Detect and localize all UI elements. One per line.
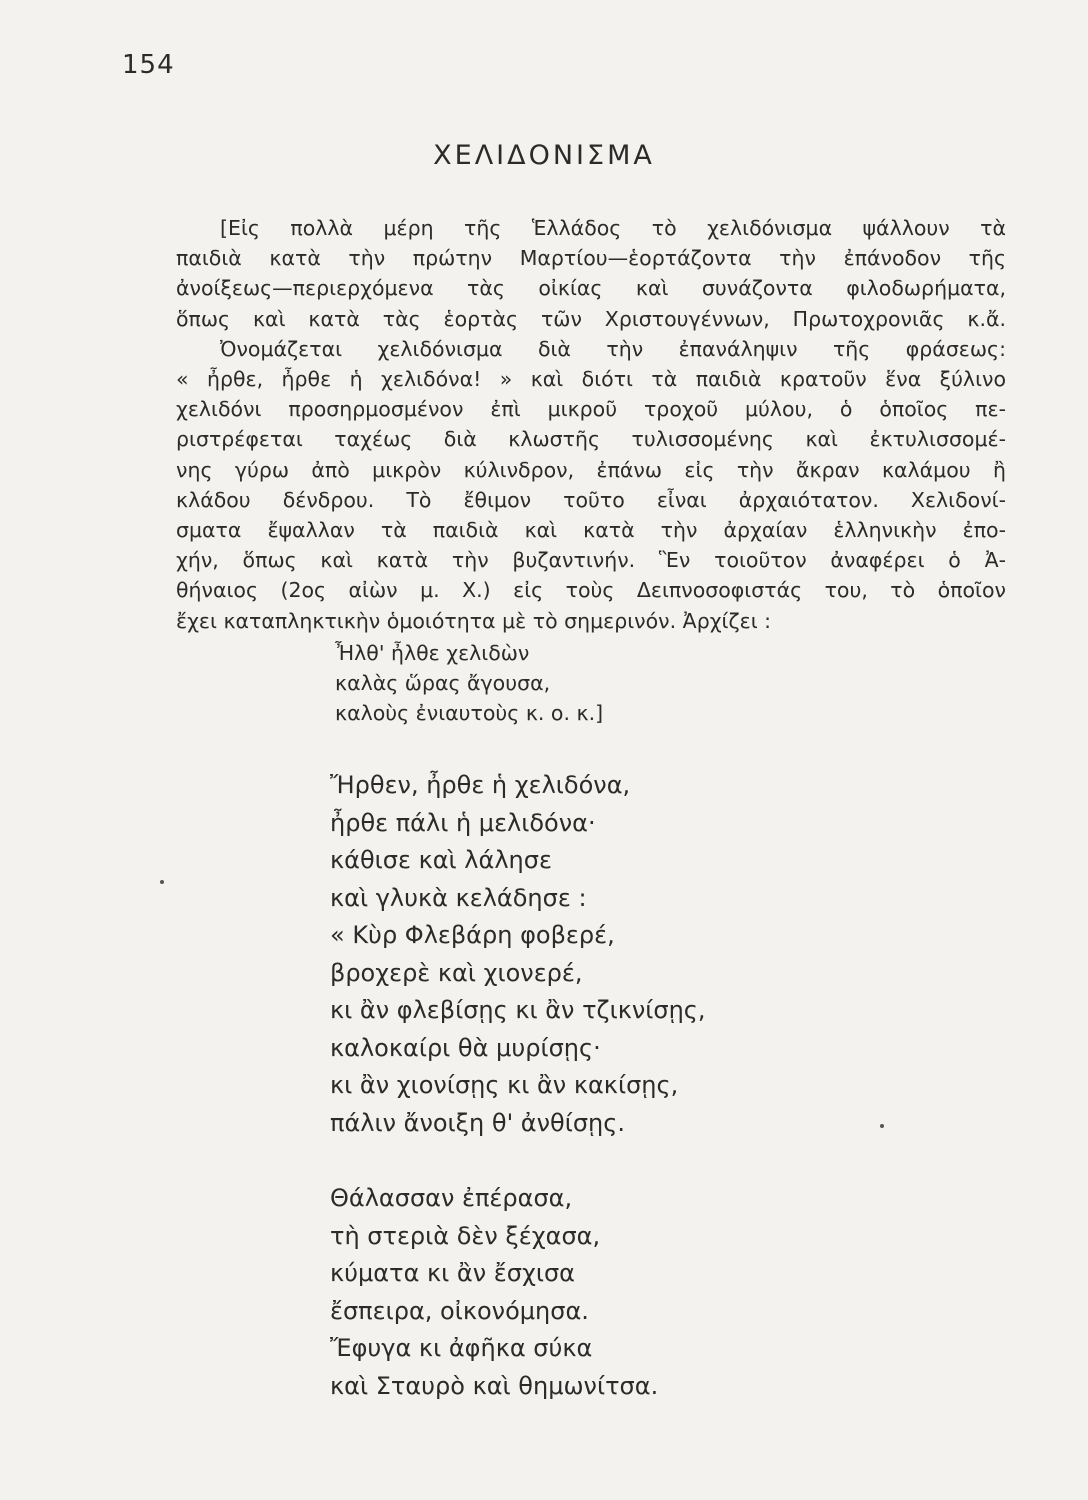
poem-line: τὴ στεριὰ δὲν ξέχασα, <box>330 1221 601 1250</box>
ancient-quote <box>335 638 603 729</box>
poem-line: κύματα κι ἂν ἔσχισα <box>330 1259 575 1287</box>
intro-line: χελιδόνι προσηρμοσμένον ἐπὶ μικροῦ τροχοῦ μύλου, ὁ ὁποῖος πε- <box>176 397 1006 422</box>
poem-line: ἔσπειρα, οἰκονόμησα. <box>330 1296 589 1325</box>
poem-line: κι ἂν φλεβίσῃς κι ἂν τζικνίσῃς, <box>330 996 706 1024</box>
intro-line: θήναιος (2ος αἰὼν μ. Χ.) εἰς τοὺς Δειπνοσοφιστάς του, τὸ ὁποῖον <box>176 578 1006 603</box>
intro-line: ἔχει καταπληκτικὴν ὁμοιότητα μὲ τὸ σημερινόν. Ἀρχίζει : <box>176 608 772 633</box>
poem-stanza-1 <box>330 767 706 1142</box>
quote-line: καλοὺς ἐνιαυτοὺς κ. ο. κ.] <box>335 701 604 726</box>
poem-line: κι ἂν χιονίσῃς κι ἂν κακίσῃς, <box>330 1071 679 1099</box>
intro-line: « ἦρθε, ἦρθε ἡ χελιδόνα! » καὶ διότι τὰ παιδιὰ κρατοῦν ἕνα ξύλινο <box>176 367 1006 392</box>
poem-line: ἦρθε πάλι ἡ μελιδόνα· <box>330 808 596 837</box>
intro-text <box>176 213 1006 636</box>
intro-line: σματα ἔψαλλαν τὰ παιδιὰ καὶ κατὰ τὴν ἀρχαίαν ἑλληνικὴν ἐπο- <box>176 518 1006 543</box>
poem-line: βροχερὲ καὶ χιονερέ, <box>330 958 583 987</box>
intro-line: νης γύρω ἀπὸ μικρὸν κύλινδρον, ἐπάνω εἰς τὴν ἄκραν καλάμου ἢ <box>176 457 1006 482</box>
intro-line: χήν, ὅπως καὶ κατὰ τὴν βυζαντινήν. Ἓν τοιοῦτον ἀναφέρει ὁ Ἀ- <box>176 548 1006 573</box>
page-number: 154 <box>122 50 175 80</box>
page-title: ΧΕΛΙΔΟΝΙΣΜΑ <box>433 140 655 171</box>
intro-line: παιδιὰ κατὰ τὴν πρώτην Μαρτίου—ἑορτάζοντα τὴν ἐπάνοδον τῆς <box>176 246 1006 271</box>
poem-line: « Κὺρ Φλεβάρη φοβερέ, <box>330 921 615 949</box>
poem-line: Ἤρθεν, ἦρθε ἡ χελιδόνα, <box>330 771 631 799</box>
ink-speck <box>160 880 164 884</box>
poem-line: καὶ γλυκὰ κελάδησε : <box>330 883 587 912</box>
intro-line: ἀνοίξεως—περιερχόμενα τὰς οἰκίας καὶ συνάζοντα φιλοδωρήματα, <box>176 276 1006 301</box>
quote-line: καλὰς ὥρας ἄγουσα, <box>335 671 551 696</box>
intro-line: [Εἰς πολλὰ μέρη τῆς Ἑλλάδος τὸ χελιδόνισμα ψάλλουν τὰ <box>220 216 1006 240</box>
intro-line: Ὀνομάζεται χελιδόνισμα διὰ τὴν ἐπανάληψιν τῆς φράσεως: <box>220 336 1006 361</box>
ink-speck <box>880 1124 884 1128</box>
poem-line: Ἔφυγα κι ἀφῆκα σύκα <box>330 1334 593 1362</box>
poem-line: καλοκαίρι θὰ μυρίσῃς· <box>330 1033 601 1062</box>
poem-line: πάλιν ἄνοιξη θ' ἀνθίσῃς. <box>330 1108 625 1137</box>
quote-line: Ἦλθ' ἦλθε χελιδὼν <box>335 641 530 665</box>
poem-line: κάθισε καὶ λάλησε <box>330 846 552 874</box>
poem-line: Θάλασσαν ἐπέρασα, <box>330 1184 573 1212</box>
intro-line: ὅπως καὶ κατὰ τὰς ἑορτὰς τῶν Χριστουγέννων, Πρωτοχρονιᾶς κ.ἄ. <box>176 306 1006 331</box>
poem-stanza-2 <box>330 1180 658 1405</box>
poem-line: καὶ Σταυρὸ καὶ θημωνίτσα. <box>330 1371 659 1400</box>
intro-line: ριστρέφεται ταχέως διὰ κλωστῆς τυλισσομένης καὶ ἐκτυλισσομέ- <box>176 427 1006 452</box>
intro-line: κλάδου δένδρου. Τὸ ἔθιμον τοῦτο εἶναι ἀρχαιότατον. Χελιδονί- <box>176 487 1006 512</box>
